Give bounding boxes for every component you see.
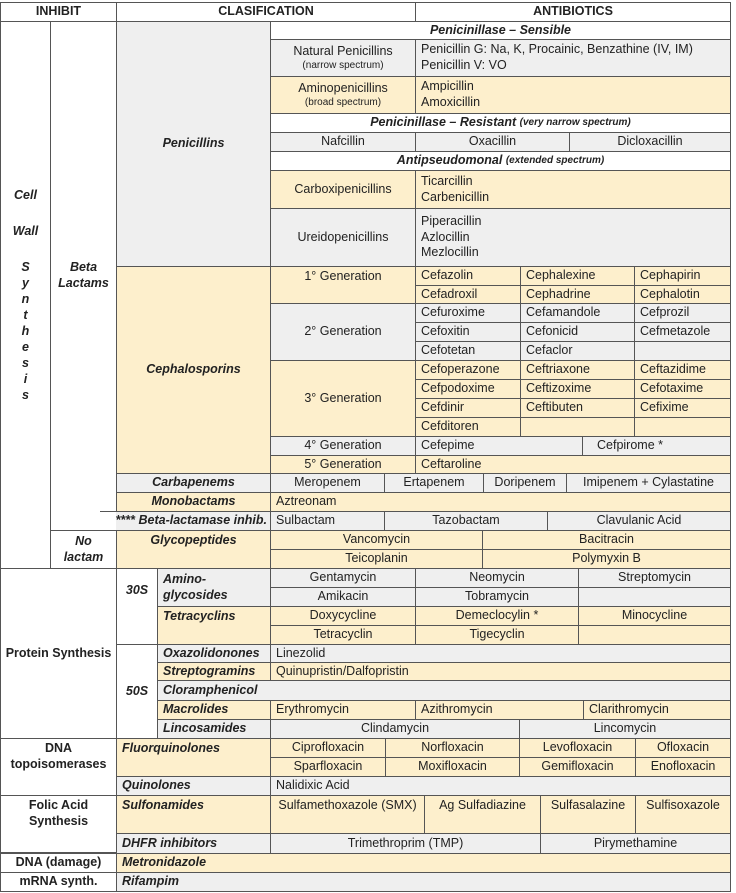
drug-cell: Pirymethamine [540,833,731,854]
cloramphenicol-label: Cloramphenicol [157,680,731,701]
natural-penicillins-drugs [415,39,731,77]
drug: Ticarcillin [421,173,473,188]
tetracyclins-label: Tetracyclins [157,606,271,645]
drug-cell: Clindamycin [270,719,520,739]
drug-cell: Azithromycin [415,700,584,720]
class-name: Natural Penicillins [293,43,393,58]
folic-acid-synthesis-label: Folic Acid Synthesis [0,795,117,853]
monobactams-label: Monobactams [116,492,271,512]
dhfr-inhibitors-label: DHFR inhibitors [116,833,271,854]
drug-cell: Ciprofloxacin [270,738,386,758]
drug-cell: Sparfloxacin [270,757,386,777]
drug-cell: Ertapenem [384,473,484,493]
sulfonamides-label: Sulfonamides [116,795,271,834]
label-line: Amino- [163,571,207,586]
drug-cell: Meropenem [270,473,385,493]
protein-synthesis-label: Protein Synthesis [0,568,117,739]
carboxipenicillins-drugs [415,170,731,209]
penicillinase-resistant-header [270,113,731,133]
beta-lactamase-inhibitors-label: **** Beta-lactamase inhib. [100,511,271,531]
drug-cell: Quinupristin/Dalfopristin [270,662,731,681]
drug: Mezlocillin [421,245,479,260]
header-note: (very narrow spectrum) [519,116,631,128]
drug-cell: Cefaclor [520,341,635,361]
drug-cell: Demeclocylin * [415,606,579,626]
aminopenicillins-drugs [415,76,731,114]
dna-damage-label: DNA (damage) [0,853,117,873]
drug-cell: Cefixime [634,398,731,418]
drug-cell: Trimethroprim (TMP) [270,833,541,854]
header-note: (extended spectrum) [505,154,605,166]
gen2-label: 2° Generation [270,303,416,361]
drug-cell: Bacitracin [482,530,731,550]
label-line: n [21,292,30,306]
rifampim-cell: Rifampim [116,872,731,892]
quinolones-label: Quinolones [116,776,271,796]
drug-cell: Cefuroxime [415,303,521,323]
drug-cell: Ceftizoxime [520,379,635,399]
label-line: y [22,276,29,290]
drug-cell: Sulfamethoxazole (SMX) [270,795,425,834]
drug-cell: Neomycin [415,568,579,588]
drug-cell: Sulfasalazine [540,795,636,834]
streptogramins-label: Streptogramins [157,662,271,681]
drug-cell: Cefpirome * [582,436,731,456]
drug-cell: Sulfisoxazole [635,795,731,834]
drug-cell: Nalidixic Acid [270,776,731,796]
class-name: Aminopenicillins [298,80,388,95]
drug-cell: Cefoxitin [415,322,521,342]
drug: Amoxicillin [421,95,481,109]
ureidopenicillins-drugs [415,208,731,267]
drug-cell: Ceftriaxone [520,360,635,380]
drug-cell: Streptomycin [578,568,731,588]
penicillinase-sensible-header: Penicinillase – Sensible [270,21,731,40]
drug-cell: Polymyxin B [482,549,731,569]
carbapenems-label: Carbapenems [116,473,271,493]
drug-cell: Clarithromycin [583,700,731,720]
drug-cell: Cephalexine [520,266,635,286]
carboxipenicillins: Carboxipenicillins [270,170,416,209]
drug-cell: Cefoperazone [415,360,521,380]
drug-cell: Cefamandole [520,303,635,323]
class-note: (broad spectrum) [304,96,382,108]
drug-cell: Imipenem + Cylastatine [566,473,731,493]
label-line: s [22,356,29,370]
gen4-label: 4° Generation [270,436,416,456]
class-note: (narrow spectrum) [302,59,384,71]
drug-cell: Tobramycin [415,587,579,607]
penicillins-label: Penicillins [116,21,271,267]
oxazolidonones-label: Oxazolidonones [157,644,271,663]
label-line: Cell [14,188,37,202]
drug: Carbenicillin [421,189,490,204]
drug-cell: Minocycline [578,606,731,626]
gen3-label: 3° Generation [270,360,416,437]
drug-cell: Ofloxacin [635,738,731,758]
drug-cell: Enofloxacin [635,757,731,777]
drug-cell: Levofloxacin [519,738,636,758]
label-line: i [23,372,28,386]
drug-cell: Cefotetan [415,341,521,361]
drug-cell: Lincomycin [519,719,731,739]
gen1-label: 1° Generation [270,266,416,304]
drug-cell [634,417,731,437]
drug-cell: Tetracyclin [270,625,416,645]
drug-cell: Tigecyclin [415,625,579,645]
drug-cell: Teicoplanin [270,549,483,569]
drug-cell: Cephalotin [634,285,731,304]
no-lactam-label: No lactam [50,530,117,569]
drug-cell: Norfloxacin [385,738,520,758]
drug-cell: Sulbactam [270,511,385,531]
drug-cell: Ceftazidime [634,360,731,380]
aminoglycosides-label [157,568,271,607]
header-text: Antipseudomonal [396,153,503,168]
label-line: h [21,324,30,338]
cephalosporins-label: Cephalosporins [116,266,271,474]
drug-cell: Cefepime [415,436,583,456]
beta-lactams-label: Beta Lactams [50,21,117,531]
header-classification: CLASIFICATION [116,2,416,22]
drug-cell: Cefonicid [520,322,635,342]
drug: Penicillin G: Na, K, Procainic, Benzathine (IV, IM) [421,42,693,57]
drug-cell: Linezolid [270,644,731,663]
label-line: S [21,260,30,274]
dna-topoisomerases-label: DNA topoisomerases [0,738,117,796]
drug: Piperacillin [421,214,482,229]
drug-cell: Moxifloxacin [385,757,520,777]
label-line: glycosides [163,587,228,602]
ribosome-30s-label: 30S [116,568,158,645]
drug-cell: Doripenem [483,473,567,493]
label-line: s [22,388,29,402]
drug-cell: Tazobactam [384,511,548,531]
drug-cell: Cephadrine [520,285,635,304]
drug-cell: Gemifloxacin [519,757,636,777]
drug-cell [520,417,635,437]
cell-wall-synthesis-label [0,21,51,569]
drug-cell: Vancomycin [270,530,483,550]
label-line: t [23,308,28,322]
header-text: Penicinillase – Resistant [370,115,517,130]
drug-cell: Cefotaxime [634,379,731,399]
drug-cell: Cefditoren [415,417,521,437]
drug-cell: Nafcillin [270,132,416,152]
header-inhibit: INHIBIT [0,2,117,22]
mrna-synthesis-label: mRNA synth. [0,872,117,892]
drug-cell: Ag Sulfadiazine [424,795,541,834]
drug-cell: Cephapirin [634,266,731,286]
macrolides-label: Macrolides [157,700,271,720]
drug-cell: Aztreonam [270,492,731,512]
drug-cell: Amikacin [270,587,416,607]
drug-cell: Erythromycin [270,700,416,720]
drug-cell: Cefdinir [415,398,521,418]
drug-cell: Oxacillin [415,132,570,152]
natural-penicillins [270,39,416,77]
aminopenicillins [270,76,416,114]
glycopeptides-label: Glycopeptides [116,530,271,569]
antipseudomonal-header [270,151,731,171]
label-line: e [22,340,29,354]
drug-cell: Doxycycline [270,606,416,626]
ureidopenicillins: Ureidopenicillins [270,208,416,267]
drug-cell: Ceftaroline [415,455,731,474]
drug-cell: Clavulanic Acid [547,511,731,531]
drug-cell: Cefadroxil [415,285,521,304]
drug-cell: Cefazolin [415,266,521,286]
drug-cell: Cefmetazole [634,322,731,342]
drug-cell: Cefprozil [634,303,731,323]
drug-cell [578,625,731,645]
fluorquinolones-label: Fluorquinolones [116,738,271,777]
drug-cell: Gentamycin [270,568,416,588]
drug: Azlocillin [421,229,470,244]
drug-cell: Cefpodoxime [415,379,521,399]
drug: Ampicillin [421,79,474,94]
gen5-label: 5° Generation [270,455,416,474]
drug-cell [634,341,731,361]
drug-cell [578,587,731,607]
ribosome-50s-label: 50S [116,644,158,739]
drug-cell: Dicloxacillin [569,132,731,152]
lincosamides-label: Lincosamides [157,719,271,739]
header-antibiotics: ANTIBIOTICS [415,2,731,22]
label-line: Wall [12,224,39,238]
drug: Penicillin V: VO [421,58,507,72]
drug-cell: Ceftibuten [520,398,635,418]
metronidazole-cell: Metronidazole [116,853,731,873]
